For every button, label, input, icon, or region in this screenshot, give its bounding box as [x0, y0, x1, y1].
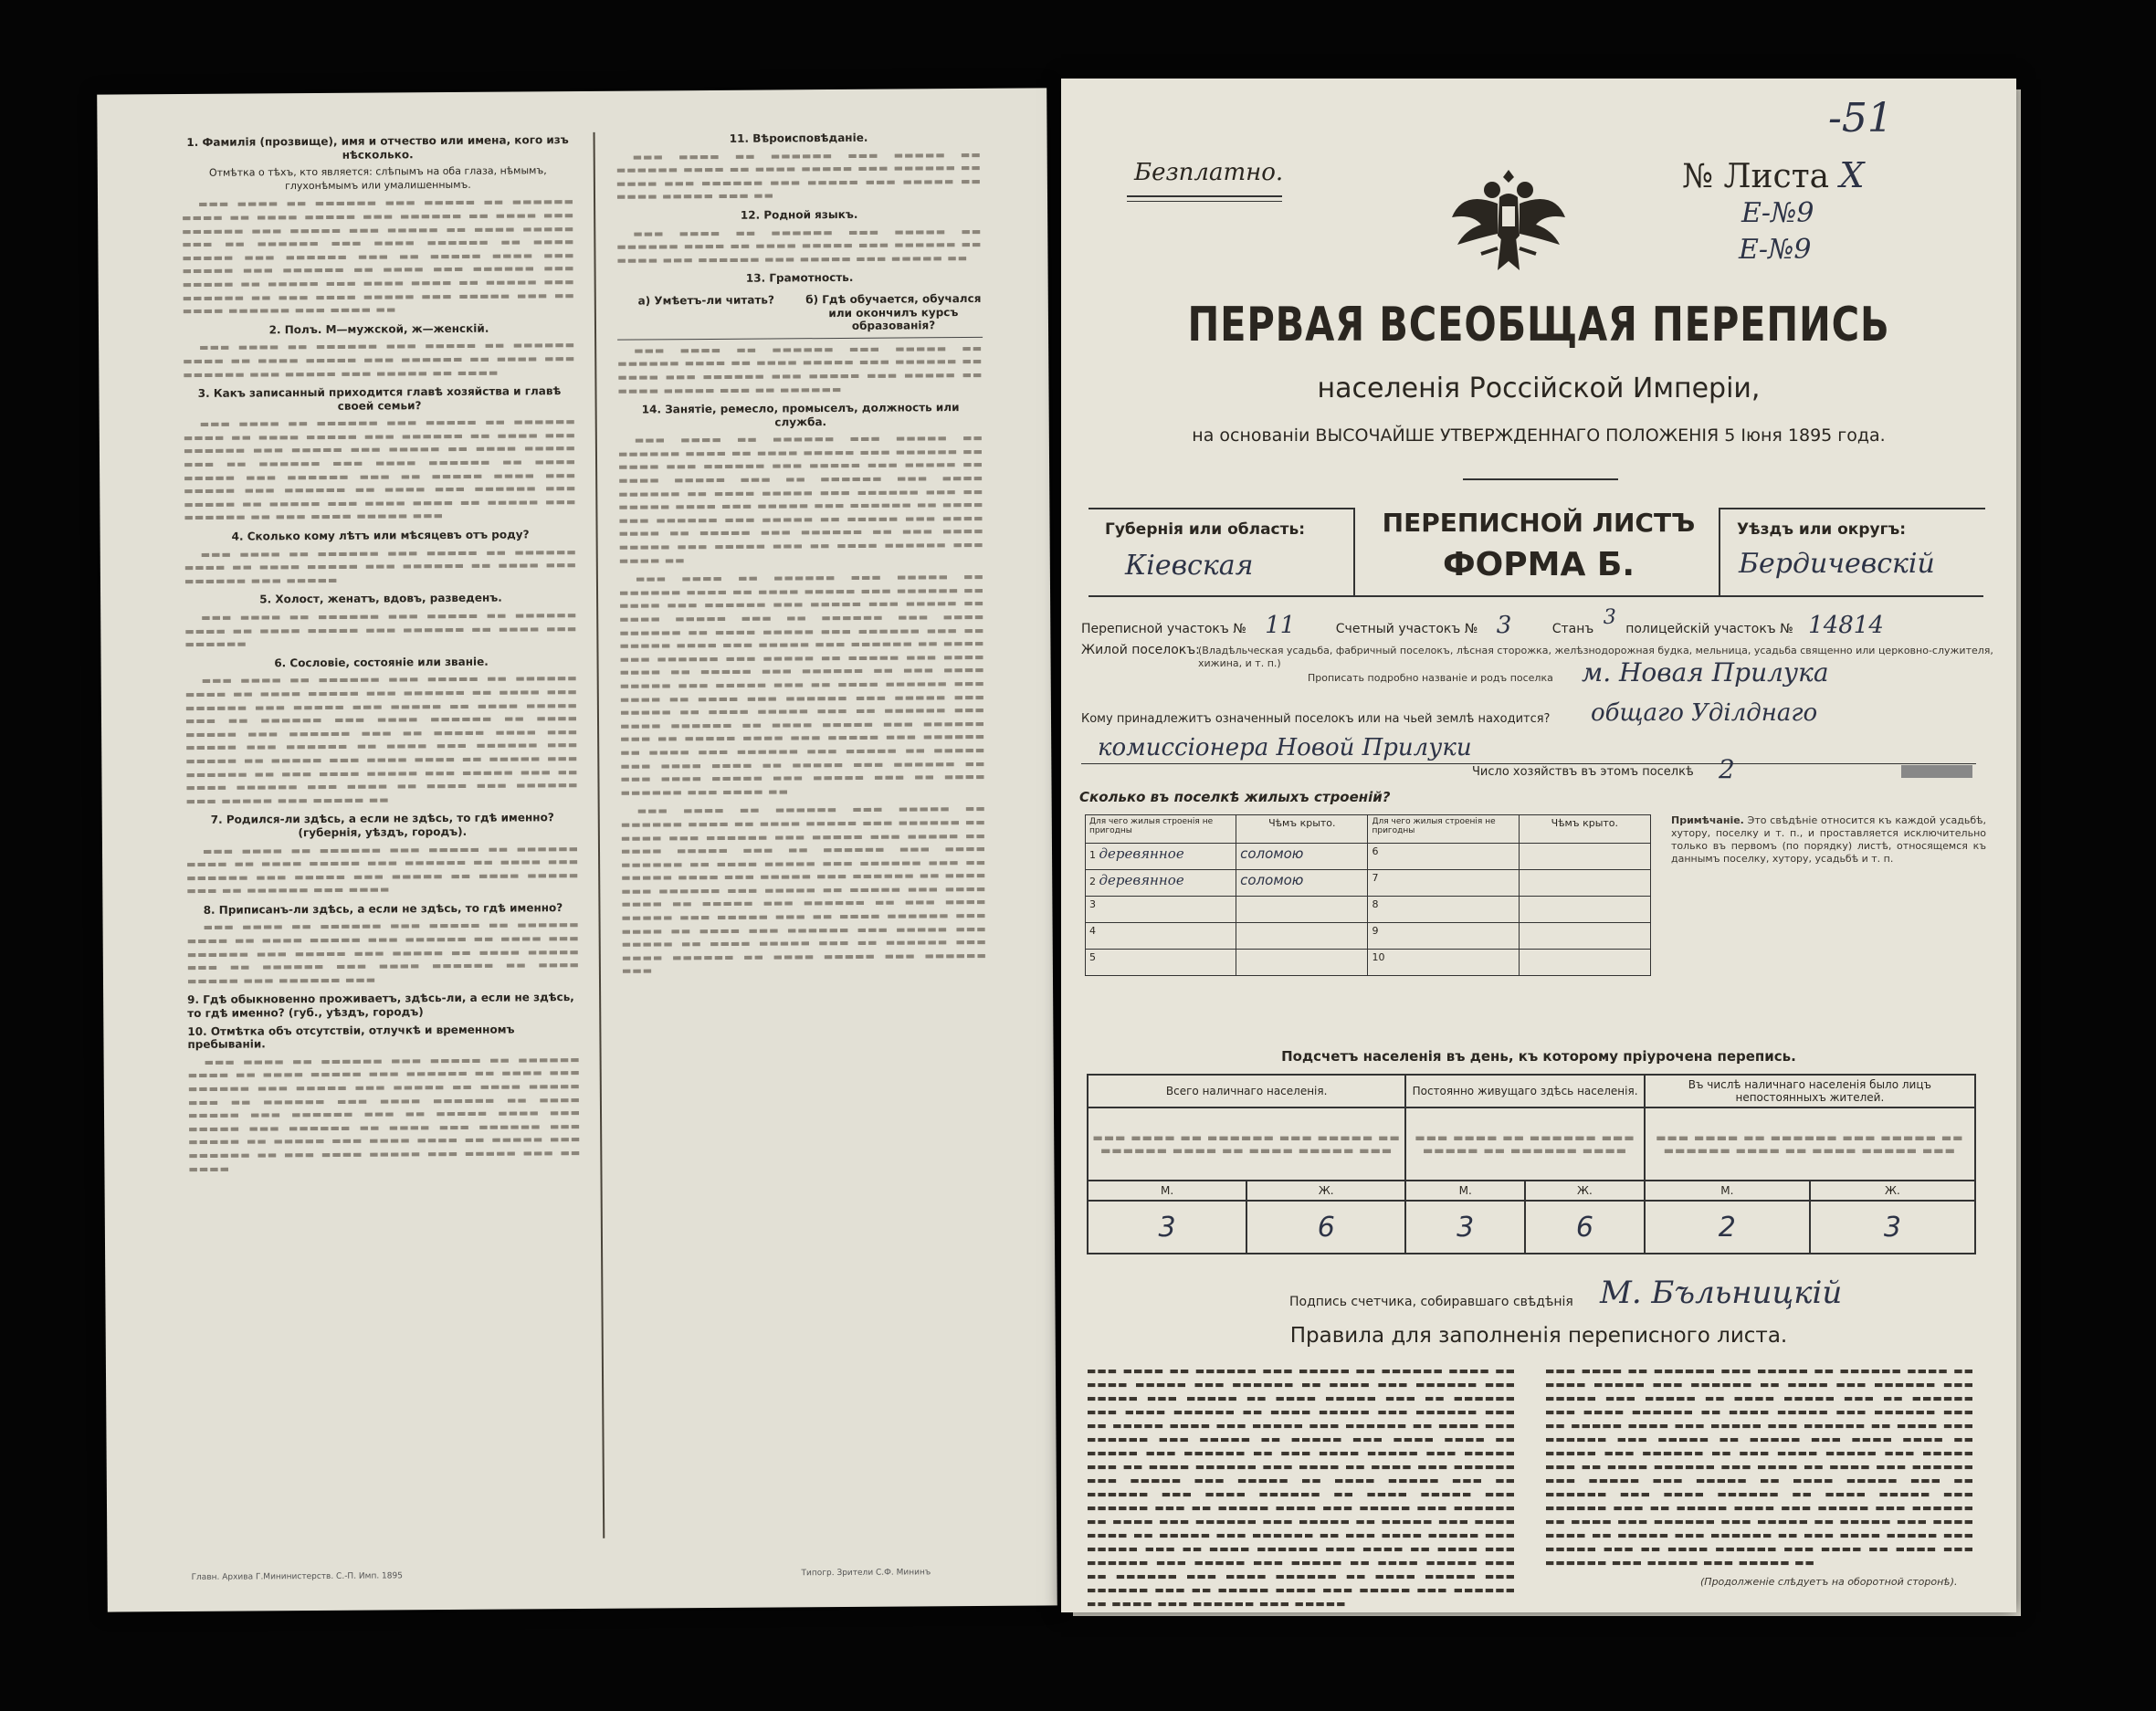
buildings-table [1085, 814, 1651, 976]
filler-text: ▬▬▬ ▬▬▬▬ ▬▬ ▬▬▬▬▬▬ ▬▬▬ ▬▬▬▬▬ ▬▬ ▬▬▬▬▬▬ ▬▬▬▬ ▬▬ ▬▬▬▬ ▬▬▬▬▬ ▬▬▬ ▬▬▬▬▬▬ ▬▬ ▬▬▬▬ ▬▬▬ ▬▬▬▬▬▬ ▬▬▬ ▬▬▬▬▬ ▬▬▬ ▬▬▬▬▬ ▬▬ ▬▬▬▬ ▬▬▬▬▬ ▬▬▬ ▬▬ ▬▬▬▬▬▬ ▬▬▬ ▬▬▬▬ ▬▬▬▬▬▬ ▬▬ ▬▬▬▬ ▬▬▬▬▬ ▬▬▬ ▬▬▬▬▬▬ ▬▬▬ ▬▬ ▬▬▬▬▬ ▬▬▬▬ ▬▬▬ ▬▬▬▬▬ ▬▬▬ ▬▬▬▬▬▬ ▬▬ ▬▬▬▬ ▬▬▬ ▬▬▬▬▬▬ ▬▬▬ ▬▬▬▬▬ ▬▬ ▬▬▬▬▬ ▬▬▬ ▬▬▬▬ ▬▬▬▬ ▬▬ ▬▬▬▬▬ ▬▬▬ ▬▬▬▬▬▬ ▬▬ ▬▬▬ ▬▬▬▬ ▬▬▬▬▬ ▬▬▬ ▬▬▬▬▬ ▬▬▬ ▬▬ ▬▬▬▬ ▬▬▬▬▬▬ ▬▬▬ ▬▬▬▬ ▬▬ [617, 432, 984, 567]
empty-cell [1236, 897, 1368, 923]
section-13-subheads [617, 289, 983, 341]
owner-value-1: общаго Уділднаго [1591, 699, 1818, 727]
owner-value-2: комиссіонера Новой Прилуки [1098, 734, 1472, 761]
population-table [1087, 1074, 1976, 1254]
filler-text: ▬▬▬ ▬▬▬▬ ▬▬ ▬▬▬▬▬▬ ▬▬▬ ▬▬▬▬▬ ▬▬ ▬▬▬▬▬▬ ▬▬▬▬ ▬▬ ▬▬▬▬ ▬▬▬▬▬ ▬▬▬ ▬▬▬▬▬▬ ▬▬ ▬▬▬▬ ▬▬▬ ▬▬▬▬▬▬ ▬▬▬ ▬▬▬▬▬ ▬▬▬ ▬▬▬▬▬ ▬▬ ▬▬▬▬ ▬▬▬▬▬ ▬▬▬ ▬▬ ▬▬▬▬▬▬ ▬▬▬ ▬▬▬▬ ▬▬▬▬▬▬ ▬▬ ▬▬▬▬ ▬▬▬▬▬ ▬▬▬ ▬▬▬▬▬▬ ▬▬▬ [186, 918, 580, 987]
pop-temporary-f: 3 [1810, 1201, 1975, 1254]
counting-district-value: 3 [1496, 612, 1512, 639]
district-value: Бердичевскій [1739, 548, 1935, 580]
building-type: деревянное [1099, 872, 1184, 888]
filler-text: ▬▬▬ ▬▬▬▬ ▬▬ ▬▬▬▬▬▬ ▬▬▬ ▬▬▬▬▬ ▬▬ ▬▬▬▬▬▬ ▬▬▬▬ ▬▬ ▬▬▬▬ ▬▬▬▬▬ ▬▬▬ ▬▬▬▬▬▬ ▬▬ ▬▬▬▬ ▬▬▬ ▬▬▬▬▬▬ ▬▬▬ ▬▬▬▬▬ ▬▬▬ ▬▬▬▬▬ ▬▬ ▬▬▬▬ ▬▬▬▬▬ ▬▬▬ ▬▬ ▬▬▬▬▬▬ ▬▬▬ ▬▬▬▬ ▬▬▬▬▬▬ ▬▬ ▬▬▬▬ ▬▬▬▬▬ ▬▬▬ ▬▬▬▬▬▬ ▬▬▬ ▬▬ ▬▬▬▬▬ ▬▬▬▬ ▬▬▬ ▬▬▬▬▬ ▬▬▬ ▬▬▬▬▬▬ ▬▬ ▬▬▬▬ ▬▬▬ ▬▬▬▬▬▬ ▬▬▬ ▬▬▬▬▬ ▬▬ ▬▬▬▬▬ ▬▬▬ ▬▬▬▬ ▬▬▬▬ ▬▬ ▬▬▬▬▬ ▬▬▬ ▬▬▬▬▬▬ ▬▬ ▬▬▬ ▬▬▬▬ ▬▬▬▬▬ ▬▬▬ ▬▬▬▬▬ ▬▬▬ ▬▬ ▬▬▬▬ ▬▬▬▬▬▬ ▬▬▬ ▬▬▬▬ ▬▬ ▬▬▬▬ ▬▬▬ ▬▬▬▬▬▬ ▬▬▬ ▬▬▬▬▬ ▬▬▬ ▬▬▬▬▬ ▬▬ ▬▬▬▬ ▬▬▬▬▬ ▬▬▬ ▬▬ ▬▬▬▬▬▬ ▬▬▬ ▬▬▬▬ ▬▬▬▬▬▬ ▬▬ ▬▬▬▬ ▬▬▬▬▬ ▬▬▬ ▬▬▬▬▬▬ ▬▬▬ [620, 803, 987, 978]
section-11-heading: 11. Вѣроисповѣданіе. [729, 131, 868, 145]
district-line [1081, 606, 1994, 639]
population-sex-header [1088, 1181, 1975, 1201]
buildings-table-header [1086, 815, 1651, 844]
census-form-page [1061, 79, 2016, 1612]
archive-mark-2: Е-№9 [1739, 234, 1812, 266]
section-1-heading: 1. Фамилія (прозвище), имя и отчество или имена, кого изъ нѣсколько. [186, 133, 569, 162]
population-values [1088, 1201, 1975, 1254]
households-label: Число хозяйствъ въ этомъ поселкѣ [1472, 765, 1694, 779]
filler-text: ▬▬▬ ▬▬▬▬ ▬▬ ▬▬▬▬▬▬ ▬▬▬ ▬▬▬▬▬ ▬▬ ▬▬▬▬▬▬ ▬▬▬▬ ▬▬ ▬▬▬▬ ▬▬▬▬▬ ▬▬▬ ▬▬▬▬▬▬ ▬▬ ▬▬▬▬ ▬▬▬ ▬▬▬▬▬▬ ▬▬▬ ▬▬▬▬▬ ▬▬▬ ▬▬▬▬▬ ▬▬ ▬▬▬▬ [183, 339, 576, 381]
left-footer-imprint: Главн. Архива Г.Мининистерств. С.-П. Имп. 1895 [191, 1571, 403, 1582]
row-number: 5 [1086, 950, 1236, 976]
counting-district-label: Счетный участокъ № [1335, 622, 1478, 636]
note-label: Примѣчаніе. [1671, 814, 1744, 826]
empty-cell [1519, 844, 1650, 870]
table-row [1086, 923, 1651, 950]
filler-text: ▬▬▬ ▬▬▬▬ ▬▬ ▬▬▬▬▬▬ ▬▬▬ ▬▬▬▬▬ ▬▬ ▬▬▬▬▬▬ ▬▬▬▬ ▬▬ ▬▬▬▬ ▬▬▬▬▬ ▬▬▬ ▬▬▬▬▬▬ ▬▬ ▬▬▬▬ ▬▬▬ ▬▬▬▬▬▬ ▬▬▬ ▬▬▬▬▬ ▬▬▬ ▬▬▬▬▬ ▬▬ ▬▬▬▬ ▬▬▬▬▬ ▬▬▬ ▬▬ ▬▬▬▬▬▬ ▬▬▬ ▬▬▬▬ [186, 842, 580, 897]
section-6-heading: 6. Сословіе, состояніе или званіе. [274, 655, 489, 670]
settlement-hint-2: Прописать подробно названіе и родъ поселка [1308, 672, 1553, 684]
buildings-label: Сколько въ поселкѣ жилыхъ строеній? [1079, 789, 1391, 805]
free-label: Безплатно. [1134, 159, 1284, 186]
settlement-label: Жилой поселокъ: [1081, 643, 1200, 657]
empty-cell [1236, 950, 1368, 976]
row-number-right: 10 [1368, 950, 1519, 976]
table-row [1086, 844, 1651, 870]
pop-m-label: М. [1645, 1181, 1810, 1201]
pop-head-temporary: Въ числѣ наличнаго населенія было лицъ непостоянныхъ жителей. [1645, 1075, 1975, 1107]
section-13a-heading: а) Умѣетъ-ли читать? [637, 293, 775, 308]
instructions-column-1 [182, 130, 582, 1181]
rules-continuation: (Продолженіе слѣдуетъ на оборотной сторонѣ). [1700, 1576, 1958, 1588]
row-number-right: 6 [1368, 844, 1519, 870]
header-bottom-rule [1089, 595, 1983, 597]
filler-text: ▬▬▬ ▬▬▬▬ ▬▬ ▬▬▬▬▬▬ ▬▬▬ ▬▬▬▬▬ ▬▬ ▬▬▬▬▬▬ ▬▬▬▬ ▬▬ ▬▬▬▬ ▬▬▬▬▬ ▬▬▬ ▬▬▬▬▬▬ ▬▬ ▬▬▬▬ ▬▬▬ ▬▬▬▬▬▬ ▬▬▬ ▬▬▬▬▬ ▬▬▬ ▬▬▬▬▬ ▬▬ ▬▬▬▬ ▬▬▬▬▬ ▬▬▬ ▬▬ ▬▬▬▬▬▬ ▬▬▬ ▬▬▬▬ ▬▬▬▬▬▬ ▬▬ ▬▬▬▬ ▬▬▬▬▬ ▬▬▬ ▬▬▬▬▬▬ ▬▬▬ ▬▬ ▬▬▬▬▬ ▬▬▬▬ ▬▬▬ ▬▬▬▬▬ ▬▬▬ ▬▬▬▬▬▬ ▬▬ ▬▬▬▬ ▬▬▬ ▬▬▬▬▬▬ ▬▬▬ ▬▬▬▬▬ ▬▬ ▬▬▬▬▬ ▬▬▬ ▬▬▬▬ ▬▬▬▬ ▬▬ ▬▬▬▬▬ ▬▬▬ ▬▬▬▬▬▬ ▬▬ ▬▬▬ ▬▬▬▬ ▬▬▬▬▬ ▬▬▬ ▬▬▬▬▬ ▬▬▬ ▬▬ ▬▬▬▬ ▬▬▬▬▬▬ ▬▬▬ ▬▬▬▬ ▬▬ ▬▬▬▬ ▬▬▬ ▬▬▬▬▬▬ ▬▬▬ ▬▬▬▬▬ ▬▬▬ ▬▬▬▬▬ ▬▬ [184, 672, 579, 807]
pop-f-label: Ж. [1246, 1181, 1405, 1201]
building-cell [1086, 844, 1236, 870]
section-13-heading: 13. Грамотность. [745, 271, 854, 286]
row-number: 4 [1086, 923, 1236, 950]
redacted-field [1901, 765, 1972, 778]
empty-cell [1519, 923, 1650, 950]
section-12-heading: 12. Родной языкъ. [740, 207, 858, 222]
pop-head-permanent: Постоянно живущаго здѣсь населенія. [1405, 1075, 1644, 1107]
population-title: Подсчетъ населенія въ день, къ которому пріурочена перепись. [1281, 1048, 1796, 1065]
form-title: ПЕРЕПИСНОЙ ЛИСТЪ [1382, 508, 1696, 538]
census-title: ПЕРВАЯ ВСЕОБЩАЯ ПЕРЕПИСЬ [1187, 298, 1890, 352]
filler-text: ▬▬▬ ▬▬▬▬ ▬▬ ▬▬▬▬▬▬ ▬▬▬ ▬▬▬▬▬ ▬▬ ▬▬▬▬▬▬ ▬▬▬▬ ▬▬ ▬▬▬▬ ▬▬▬▬▬ ▬▬▬ [1645, 1107, 1975, 1181]
population-table-notes [1088, 1107, 1975, 1181]
pop-head-total: Всего наличнаго населенія. [1088, 1075, 1405, 1107]
instructions-column-2 [615, 127, 987, 984]
section-7-heading: 7. Родился-ли здѣсь, а если не здѣсь, то гдѣ именно? (губернія, уѣздъ, городъ). [210, 811, 554, 840]
pop-m-label: М. [1405, 1181, 1525, 1201]
empty-cell [1519, 870, 1650, 897]
signature-value: М. Бъльницкій [1600, 1275, 1843, 1311]
building-roof: соломою [1236, 870, 1368, 897]
empty-cell [1519, 897, 1650, 923]
rules-column-2: ▬▬▬ ▬▬▬▬ ▬▬ ▬▬▬▬▬▬ ▬▬▬ ▬▬▬▬▬ ▬▬ ▬▬▬▬▬▬ ▬▬▬▬ ▬▬ ▬▬▬▬ ▬▬▬▬▬ ▬▬▬ ▬▬▬▬▬▬ ▬▬ ▬▬▬▬ ▬▬▬ ▬▬▬▬▬▬ ▬▬▬ ▬▬▬▬▬ ▬▬▬ ▬▬▬▬▬ ▬▬ ▬▬▬▬ ▬▬▬▬▬ ▬▬▬ ▬▬ ▬▬▬▬▬▬ ▬▬▬ ▬▬▬▬ ▬▬▬▬▬▬ ▬▬ ▬▬▬▬ ▬▬▬▬▬ ▬▬▬ ▬▬▬▬▬▬ ▬▬▬ ▬▬ ▬▬▬▬▬ ▬▬▬▬ ▬▬▬ ▬▬▬▬▬ ▬▬▬ ▬▬▬▬▬▬ ▬▬ ▬▬▬▬ ▬▬▬ ▬▬▬▬▬▬ ▬▬▬ ▬▬▬▬▬ ▬▬ ▬▬▬▬▬ ▬▬▬ ▬▬▬▬ ▬▬▬▬ ▬▬ ▬▬▬▬▬ ▬▬▬ ▬▬▬▬▬▬ ▬▬ ▬▬▬ ▬▬▬▬ ▬▬▬▬▬ ▬▬▬ ▬▬▬▬▬ ▬▬▬ ▬▬ ▬▬▬▬ ▬▬▬▬▬▬ ▬▬▬ ▬▬▬▬ ▬▬ ▬▬▬▬ ▬▬▬ ▬▬▬▬▬▬ ▬▬▬ ▬▬▬▬▬ ▬▬▬ ▬▬▬▬▬ ▬▬ ▬▬▬▬ ▬▬▬▬▬ ▬▬▬ ▬▬ ▬▬▬▬▬▬ ▬▬▬ ▬▬▬▬ ▬▬▬▬▬▬ ▬▬ ▬▬▬▬ ▬▬▬▬▬ ▬▬▬ ▬▬▬▬▬▬ ▬▬▬ ▬▬ ▬▬▬▬▬ ▬▬▬▬ ▬▬▬ ▬▬▬▬▬ ▬▬▬ ▬▬▬▬▬▬ ▬▬ ▬▬▬▬ ▬▬▬ ▬▬▬▬▬▬ ▬▬▬ ▬▬▬▬▬ ▬▬ ▬▬▬▬▬ ▬▬▬ ▬▬▬▬ ▬▬▬▬ ▬▬ ▬▬▬▬▬ ▬▬▬ ▬▬▬▬▬▬ ▬▬ ▬▬▬ ▬▬▬▬ ▬▬▬▬▬ ▬▬▬ ▬▬▬▬▬ ▬▬▬ ▬▬ ▬▬▬▬ ▬▬▬▬▬▬ ▬▬▬ ▬▬▬▬ ▬▬ ▬▬▬▬ ▬▬▬ ▬▬▬▬▬▬ ▬▬▬ ▬▬▬▬▬ ▬▬▬ ▬▬▬▬▬ ▬▬ [1545, 1365, 1974, 1569]
census-decree: на основаніи ВЫСОЧАЙШЕ УТВЕРЖДЕННАГО ПОЛОЖЕНІЯ 5 Іюня 1895 года. [1192, 425, 1886, 446]
pop-f-label: Ж. [1525, 1181, 1645, 1201]
filler-text: ▬▬▬ ▬▬▬▬ ▬▬ ▬▬▬▬▬▬ ▬▬▬ ▬▬▬▬▬ ▬▬ ▬▬▬▬▬▬ ▬▬▬▬ ▬▬ ▬▬▬▬ ▬▬▬▬▬ ▬▬▬ ▬▬▬▬▬▬ ▬▬ ▬▬▬▬ ▬▬▬ ▬▬▬▬▬▬ ▬▬▬ ▬▬▬▬▬ ▬▬▬ ▬▬▬▬▬ ▬▬ ▬▬▬▬ ▬▬▬▬▬ ▬▬▬ ▬▬ ▬▬▬▬▬▬ ▬▬▬ ▬▬▬▬ ▬▬▬▬▬▬ ▬▬ ▬▬▬▬ ▬▬▬▬▬ ▬▬▬ ▬▬▬▬▬▬ ▬▬▬ ▬▬ ▬▬▬▬▬ ▬▬▬▬ ▬▬▬ ▬▬▬▬▬ ▬▬▬ ▬▬▬▬▬▬ ▬▬ ▬▬▬▬ ▬▬▬ ▬▬▬▬▬▬ ▬▬▬ ▬▬▬▬▬ ▬▬ ▬▬▬▬▬ ▬▬▬ ▬▬▬▬ ▬▬▬▬ ▬▬ ▬▬▬▬▬ ▬▬▬ ▬▬▬▬▬▬ ▬▬ ▬▬▬ ▬▬▬▬ ▬▬▬▬▬ ▬▬▬ ▬▬▬▬▬ ▬▬▬ ▬▬ ▬▬▬▬ [187, 1053, 582, 1175]
province-value: Кіевская [1125, 550, 1254, 582]
owner-label: Кому принадлежитъ означенный поселокъ или на чьей землѣ находится? [1081, 712, 1551, 726]
pop-permanent-m: 3 [1405, 1201, 1525, 1254]
section-13b-heading: б) Гдѣ обучается, обучался или окончилъ курсъ образованія? [805, 291, 982, 333]
buildings-head-roof: Чѣмъ крыто. [1236, 815, 1368, 844]
free-underline-2 [1127, 201, 1282, 202]
building-type: деревянное [1099, 845, 1184, 862]
section-5-heading: 5. Холост, женатъ, вдовъ, разведенъ. [259, 591, 502, 606]
filler-text: ▬▬▬ ▬▬▬▬ ▬▬ ▬▬▬▬▬▬ ▬▬▬ ▬▬▬▬▬ ▬▬ ▬▬▬▬▬▬ ▬▬▬▬ [1405, 1107, 1644, 1181]
households-value: 2 [1719, 754, 1735, 784]
section-10-heading: 10. Отмѣтка объ отсутствіи, отлучкѣ и временномъ пребываніи. [187, 1023, 515, 1052]
double-headed-eagle-icon [1445, 153, 1572, 290]
table-row [1086, 950, 1651, 976]
census-district-label: Переписной участокъ № [1081, 622, 1246, 636]
filler-text: ▬▬▬ ▬▬▬▬ ▬▬ ▬▬▬▬▬▬ ▬▬▬ ▬▬▬▬▬ ▬▬ ▬▬▬▬▬▬ ▬▬▬▬ ▬▬ ▬▬▬▬ ▬▬▬▬▬ ▬▬▬ ▬▬▬▬▬▬ ▬▬ ▬▬▬▬ ▬▬▬ ▬▬▬▬▬▬ ▬▬▬ ▬▬▬▬▬ [184, 545, 577, 587]
rules-title: Правила для заполненія переписного листа. [1289, 1324, 1788, 1348]
rules-column-1: ▬▬▬ ▬▬▬▬ ▬▬ ▬▬▬▬▬▬ ▬▬▬ ▬▬▬▬▬ ▬▬ ▬▬▬▬▬▬ ▬▬▬▬ ▬▬ ▬▬▬▬ ▬▬▬▬▬ ▬▬▬ ▬▬▬▬▬▬ ▬▬ ▬▬▬▬ ▬▬▬ ▬▬▬▬▬▬ ▬▬▬ ▬▬▬▬▬ ▬▬▬ ▬▬▬▬▬ ▬▬ ▬▬▬▬ ▬▬▬▬▬ ▬▬▬ ▬▬ ▬▬▬▬▬▬ ▬▬▬ ▬▬▬▬ ▬▬▬▬▬▬ ▬▬ ▬▬▬▬ ▬▬▬▬▬ ▬▬▬ ▬▬▬▬▬▬ ▬▬▬ ▬▬ ▬▬▬▬▬ ▬▬▬▬ ▬▬▬ ▬▬▬▬▬ ▬▬▬ ▬▬▬▬▬▬ ▬▬ ▬▬▬▬ ▬▬▬ ▬▬▬▬▬▬ ▬▬▬ ▬▬▬▬▬ ▬▬ ▬▬▬▬▬ ▬▬▬ ▬▬▬▬ ▬▬▬▬ ▬▬ ▬▬▬▬▬ ▬▬▬ ▬▬▬▬▬▬ ▬▬ ▬▬▬ ▬▬▬▬ ▬▬▬▬▬ ▬▬▬ ▬▬▬▬▬ ▬▬▬ ▬▬ ▬▬▬▬ ▬▬▬▬▬▬ ▬▬▬ ▬▬▬▬ ▬▬ ▬▬▬▬ ▬▬▬ ▬▬▬▬▬▬ ▬▬▬ ▬▬▬▬▬ ▬▬▬ ▬▬▬▬▬ ▬▬ ▬▬▬▬ ▬▬▬▬▬ ▬▬▬ ▬▬ ▬▬▬▬▬▬ ▬▬▬ ▬▬▬▬ ▬▬▬▬▬▬ ▬▬ ▬▬▬▬ ▬▬▬▬▬ ▬▬▬ ▬▬▬▬▬▬ ▬▬▬ ▬▬ ▬▬▬▬▬ ▬▬▬▬ ▬▬▬ ▬▬▬▬▬ ▬▬▬ ▬▬▬▬▬▬ ▬▬ ▬▬▬▬ ▬▬▬ ▬▬▬▬▬▬ ▬▬▬ ▬▬▬▬▬ ▬▬ ▬▬▬▬▬ ▬▬▬ ▬▬▬▬ ▬▬▬▬ ▬▬ ▬▬▬▬▬ ▬▬▬ ▬▬▬▬▬▬ ▬▬ ▬▬▬ ▬▬▬▬ ▬▬▬▬▬ ▬▬▬ ▬▬▬▬▬ ▬▬▬ ▬▬ ▬▬▬▬ ▬▬▬▬▬▬ ▬▬▬ ▬▬▬▬ ▬▬ ▬▬▬▬ ▬▬▬ ▬▬▬▬▬▬ ▬▬▬ ▬▬▬▬▬ ▬▬▬ ▬▬▬▬▬ ▬▬ ▬▬▬▬ ▬▬▬▬▬ ▬▬▬ ▬▬ ▬▬▬▬▬▬ ▬▬▬ ▬▬▬▬ ▬▬▬▬▬▬ ▬▬ ▬▬▬▬ ▬▬▬▬▬ ▬▬▬ ▬▬▬▬▬▬ ▬▬▬ ▬▬ ▬▬▬▬▬ ▬▬▬▬ ▬▬▬ ▬▬▬▬▬ ▬▬▬ ▬▬▬▬▬▬ ▬▬ ▬▬▬▬ ▬▬▬ ▬▬▬▬▬▬ ▬▬▬ ▬▬▬▬▬ [1087, 1365, 1516, 1610]
left-page-instructions [97, 88, 1057, 1611]
row-number-right: 7 [1368, 870, 1519, 897]
pop-total-f: 6 [1246, 1201, 1405, 1254]
row-number: 2 [1089, 876, 1096, 887]
sheet-number-value: X [1839, 155, 1865, 195]
filler-text: ▬▬▬ ▬▬▬▬ ▬▬ ▬▬▬▬▬▬ ▬▬▬ ▬▬▬▬▬ ▬▬ ▬▬▬▬▬▬ ▬▬▬▬ ▬▬ ▬▬▬▬ ▬▬▬▬▬ ▬▬▬ ▬▬▬▬▬▬ ▬▬ ▬▬▬▬ ▬▬▬ ▬▬▬▬▬▬ [184, 608, 578, 651]
police-label: полицейскій участокъ № [1625, 622, 1793, 636]
sheet-code-value: 14814 [1808, 612, 1884, 639]
signature-label: Подпись счетчика, собиравшаго свѣдѣнія [1289, 1295, 1573, 1309]
section-2-heading: 2. Полъ. М—мужской, ж—женскій. [268, 321, 489, 337]
filler-text: ▬▬▬ ▬▬▬▬ ▬▬ ▬▬▬▬▬▬ ▬▬▬ ▬▬▬▬▬ ▬▬ ▬▬▬▬▬▬ ▬▬▬▬ ▬▬ ▬▬▬▬ ▬▬▬▬▬ ▬▬▬ ▬▬▬▬▬▬ ▬▬ ▬▬▬▬ ▬▬▬ ▬▬▬▬▬▬ ▬▬▬ ▬▬▬▬▬ ▬▬▬ ▬▬▬▬▬ ▬▬ ▬▬▬▬ ▬▬▬▬▬ ▬▬▬ ▬▬ ▬▬▬▬▬▬ [617, 341, 983, 397]
row-number-right: 8 [1368, 897, 1519, 923]
table-row [1086, 870, 1651, 897]
note-block [1671, 814, 1986, 866]
row-number: 3 [1086, 897, 1236, 923]
building-roof: соломою [1236, 844, 1368, 870]
row-number: 1 [1089, 849, 1096, 861]
settlement-hint: (Владѣльческая усадьба, фабричный поселокъ, лѣсная сторожка, желѣзнодорожная будка, мельница, усадьба священно или церковно-служителя, хижина, и т. п.) [1198, 645, 1993, 669]
pop-f-label: Ж. [1810, 1181, 1975, 1201]
right-footer-imprint: Типогр. Зрители С.Ф. Мининъ [801, 1568, 931, 1579]
buildings-head-roof-right: Чѣмъ крыто. [1519, 815, 1650, 844]
pop-temporary-m: 2 [1645, 1201, 1810, 1254]
district-label: Уѣздъ или округъ: [1737, 520, 1907, 539]
table-row [1086, 897, 1651, 923]
archive-number-mark: -51 [1828, 95, 1893, 142]
free-underline [1127, 195, 1282, 197]
pop-permanent-f: 6 [1525, 1201, 1645, 1254]
pop-total-m: 3 [1088, 1201, 1246, 1254]
section-9-heading: 9. Гдѣ обыкновенно проживаетъ, здѣсь-ли, а если не здѣсь, то гдѣ именно? (губ., уѣздъ, городъ) [187, 991, 574, 1021]
note-text: Это свѣдѣніе относится къ каждой усадьбѣ, хутору, поселку и т. п., и проставляется исключительно только въ первомъ (по порядку) листѣ, относящемся къ даннымъ поселку, хутору, усадьбѣ и т. п. [1671, 814, 1986, 865]
title-divider [1463, 478, 1618, 480]
row-number-right: 9 [1368, 923, 1519, 950]
province-label: Губернія или область: [1105, 520, 1306, 539]
census-subtitle: населенія Россійской Имперіи, [1317, 373, 1761, 404]
census-district-value: 11 [1265, 612, 1296, 639]
sheet-number-label: № Листа [1682, 158, 1830, 195]
pop-m-label: М. [1088, 1181, 1246, 1201]
owner-rule [1081, 763, 1976, 764]
filler-text: ▬▬▬ ▬▬▬▬ ▬▬ ▬▬▬▬▬▬ ▬▬▬ ▬▬▬▬▬ ▬▬ ▬▬▬▬▬▬ ▬▬▬▬ ▬▬ ▬▬▬▬ ▬▬▬▬▬ ▬▬▬ ▬▬▬▬▬▬ ▬▬ ▬▬▬▬ ▬▬▬ ▬▬▬▬▬▬ ▬▬▬ ▬▬▬▬▬ ▬▬▬ ▬▬▬▬▬ ▬▬ ▬▬▬▬ ▬▬▬▬▬ ▬▬▬ ▬▬ ▬▬▬▬▬▬ ▬▬▬ ▬▬▬▬ ▬▬▬▬▬▬ ▬▬ ▬▬▬▬ ▬▬▬▬▬ ▬▬▬ ▬▬▬▬▬▬ ▬▬▬ ▬▬ ▬▬▬▬▬ ▬▬▬▬ ▬▬▬ ▬▬▬▬▬ ▬▬▬ ▬▬▬▬▬▬ ▬▬ ▬▬▬▬ ▬▬▬ ▬▬▬▬▬▬ ▬▬▬ ▬▬▬▬▬ ▬▬ ▬▬▬▬▬ ▬▬▬ ▬▬▬▬ ▬▬▬▬ ▬▬ ▬▬▬▬▬ ▬▬▬ ▬▬▬▬▬▬ ▬▬ ▬▬▬ ▬▬▬▬ ▬▬▬▬▬ ▬▬▬ ▬▬▬▬▬ ▬▬▬ ▬▬ ▬▬▬▬ ▬▬▬▬▬▬ ▬▬▬ ▬▬▬▬ ▬▬ ▬▬▬▬ ▬▬▬ ▬▬▬▬▬▬ ▬▬▬ ▬▬▬▬▬ ▬▬▬ ▬▬▬▬▬ ▬▬ ▬▬▬▬ ▬▬▬▬▬ ▬▬▬ ▬▬ ▬▬▬▬▬▬ ▬▬▬ ▬▬▬▬ ▬▬▬▬▬▬ ▬▬ ▬▬▬▬ ▬▬▬▬▬ ▬▬▬ ▬▬▬▬▬▬ ▬▬▬ ▬▬ ▬▬▬▬▬ ▬▬▬▬ ▬▬▬ ▬▬▬▬▬ ▬▬▬ ▬▬▬▬▬▬ ▬▬ ▬▬▬▬ ▬▬▬ ▬▬▬▬▬▬ ▬▬▬ ▬▬▬▬▬ ▬▬ ▬▬▬▬▬ ▬▬▬ ▬▬▬▬ ▬▬▬▬ ▬▬ ▬▬▬▬▬ ▬▬▬ ▬▬▬▬▬▬ ▬▬ ▬▬▬ ▬▬▬▬ ▬▬▬▬▬ ▬▬▬ ▬▬▬▬▬ ▬▬▬ ▬▬ ▬▬▬▬ ▬▬▬▬▬▬ ▬▬▬ ▬▬▬▬ ▬▬ [618, 571, 986, 799]
column-divider [594, 132, 605, 1538]
stan-label: Станъ [1551, 622, 1594, 636]
population-table-header [1088, 1075, 1975, 1107]
form-name: ФОРМА Б. [1442, 546, 1635, 583]
filler-text: ▬▬▬ ▬▬▬▬ ▬▬ ▬▬▬▬▬▬ ▬▬▬ ▬▬▬▬▬ ▬▬ ▬▬▬▬▬▬ ▬▬▬▬ ▬▬ ▬▬▬▬ ▬▬▬▬▬ ▬▬▬ ▬▬▬▬▬▬ ▬▬ ▬▬▬▬ ▬▬▬ ▬▬▬▬▬▬ ▬▬▬ ▬▬▬▬▬ ▬▬▬ ▬▬▬▬▬ ▬▬ [616, 225, 983, 267]
filler-text: ▬▬▬ ▬▬▬▬ ▬▬ ▬▬▬▬▬▬ ▬▬▬ ▬▬▬▬▬ ▬▬ ▬▬▬▬▬▬ ▬▬▬▬ ▬▬ ▬▬▬▬ ▬▬▬▬▬ ▬▬▬ [1088, 1107, 1405, 1181]
section-8-heading: 8. Приписанъ-ли здѣсь, а если не здѣсь, то гдѣ именно? [203, 900, 563, 917]
section-1-note: Отмѣтка о тѣхъ, кто является: слѣпымъ на оба глаза, нѣмымъ, глухонѣмымъ или умалишеннымъ. [208, 164, 547, 192]
section-4-heading: 4. Сколько кому лѣтъ или мѣсяцевъ отъ роду? [231, 528, 530, 543]
section-14-heading: 14. Занятіе, ремесло, промыселъ, должность или служба. [641, 401, 960, 429]
sheet-number [1682, 155, 1865, 195]
stan-value: 3 [1603, 606, 1616, 629]
buildings-head-no: Для чего жилыя строенія не пригодны [1086, 815, 1236, 844]
filler-text: ▬▬▬ ▬▬▬▬ ▬▬ ▬▬▬▬▬▬ ▬▬▬ ▬▬▬▬▬ ▬▬ ▬▬▬▬▬▬ ▬▬▬▬ ▬▬ ▬▬▬▬ ▬▬▬▬▬ ▬▬▬ ▬▬▬▬▬▬ ▬▬ ▬▬▬▬ ▬▬▬ ▬▬▬▬▬▬ ▬▬▬ ▬▬▬▬▬ ▬▬▬ ▬▬▬▬▬ ▬▬ ▬▬▬▬ ▬▬▬▬▬ ▬▬▬ ▬▬ ▬▬▬▬▬▬ ▬▬▬ ▬▬▬▬ ▬▬▬▬▬▬ ▬▬ ▬▬▬▬ ▬▬▬▬▬ ▬▬▬ ▬▬▬▬▬▬ ▬▬▬ ▬▬ ▬▬▬▬▬ ▬▬▬▬ ▬▬▬ ▬▬▬▬▬ ▬▬▬ ▬▬▬▬▬▬ ▬▬ ▬▬▬▬ ▬▬▬ ▬▬▬▬▬▬ ▬▬▬ ▬▬▬▬▬ ▬▬ ▬▬▬▬▬ ▬▬▬ ▬▬▬▬ ▬▬▬▬ ▬▬ ▬▬▬▬▬ ▬▬▬ ▬▬▬▬▬▬ ▬▬ ▬▬▬ ▬▬▬▬ ▬▬▬▬▬ ▬▬▬ [183, 415, 577, 524]
section-3-heading: 3. Какъ записанный приходится главѣ хозяйства и главѣ своей семьи? [197, 384, 562, 413]
empty-cell [1236, 923, 1368, 950]
filler-text: ▬▬▬ ▬▬▬▬ ▬▬ ▬▬▬▬▬▬ ▬▬▬ ▬▬▬▬▬ ▬▬ ▬▬▬▬▬▬ ▬▬▬▬ ▬▬ ▬▬▬▬ ▬▬▬▬▬ ▬▬▬ ▬▬▬▬▬▬ ▬▬ ▬▬▬▬ ▬▬▬ ▬▬▬▬▬▬ ▬▬▬ ▬▬▬▬▬ ▬▬▬ ▬▬▬▬▬ ▬▬ ▬▬▬▬ ▬▬▬▬▬ ▬▬▬ ▬▬ ▬▬▬▬▬▬ ▬▬▬ ▬▬▬▬ ▬▬▬▬▬▬ ▬▬ ▬▬▬▬ ▬▬▬▬▬ ▬▬▬ ▬▬▬▬▬▬ ▬▬▬ ▬▬ ▬▬▬▬▬ ▬▬▬▬ ▬▬▬ ▬▬▬▬▬ ▬▬▬ ▬▬▬▬▬▬ ▬▬ ▬▬▬▬ ▬▬▬ ▬▬▬▬▬▬ ▬▬▬ ▬▬▬▬▬ ▬▬ ▬▬▬▬▬ ▬▬▬ ▬▬▬▬ ▬▬▬▬ ▬▬ ▬▬▬▬▬ ▬▬▬ ▬▬▬▬▬▬ ▬▬ ▬▬▬ ▬▬▬▬ ▬▬▬▬▬ ▬▬▬ ▬▬▬▬▬ ▬▬▬ ▬▬ ▬▬▬▬ ▬▬▬▬▬▬ ▬▬▬ ▬▬▬▬ ▬▬ [182, 195, 575, 318]
buildings-head-no-right: Для чего жилыя строенія не пригодны [1368, 815, 1519, 844]
building-cell [1086, 870, 1236, 897]
settlement-value: м. Новая Прилука [1582, 657, 1829, 688]
empty-cell [1519, 950, 1650, 976]
filler-text: ▬▬▬ ▬▬▬▬ ▬▬ ▬▬▬▬▬▬ ▬▬▬ ▬▬▬▬▬ ▬▬ ▬▬▬▬▬▬ ▬▬▬▬ ▬▬ ▬▬▬▬ ▬▬▬▬▬ ▬▬▬ ▬▬▬▬▬▬ ▬▬ ▬▬▬▬ ▬▬▬ ▬▬▬▬▬▬ ▬▬▬ ▬▬▬▬▬ ▬▬▬ ▬▬▬▬▬ ▬▬ ▬▬▬▬ ▬▬▬▬▬ ▬▬▬ ▬▬ [615, 148, 982, 204]
archive-mark-1: Е-№9 [1741, 197, 1814, 229]
